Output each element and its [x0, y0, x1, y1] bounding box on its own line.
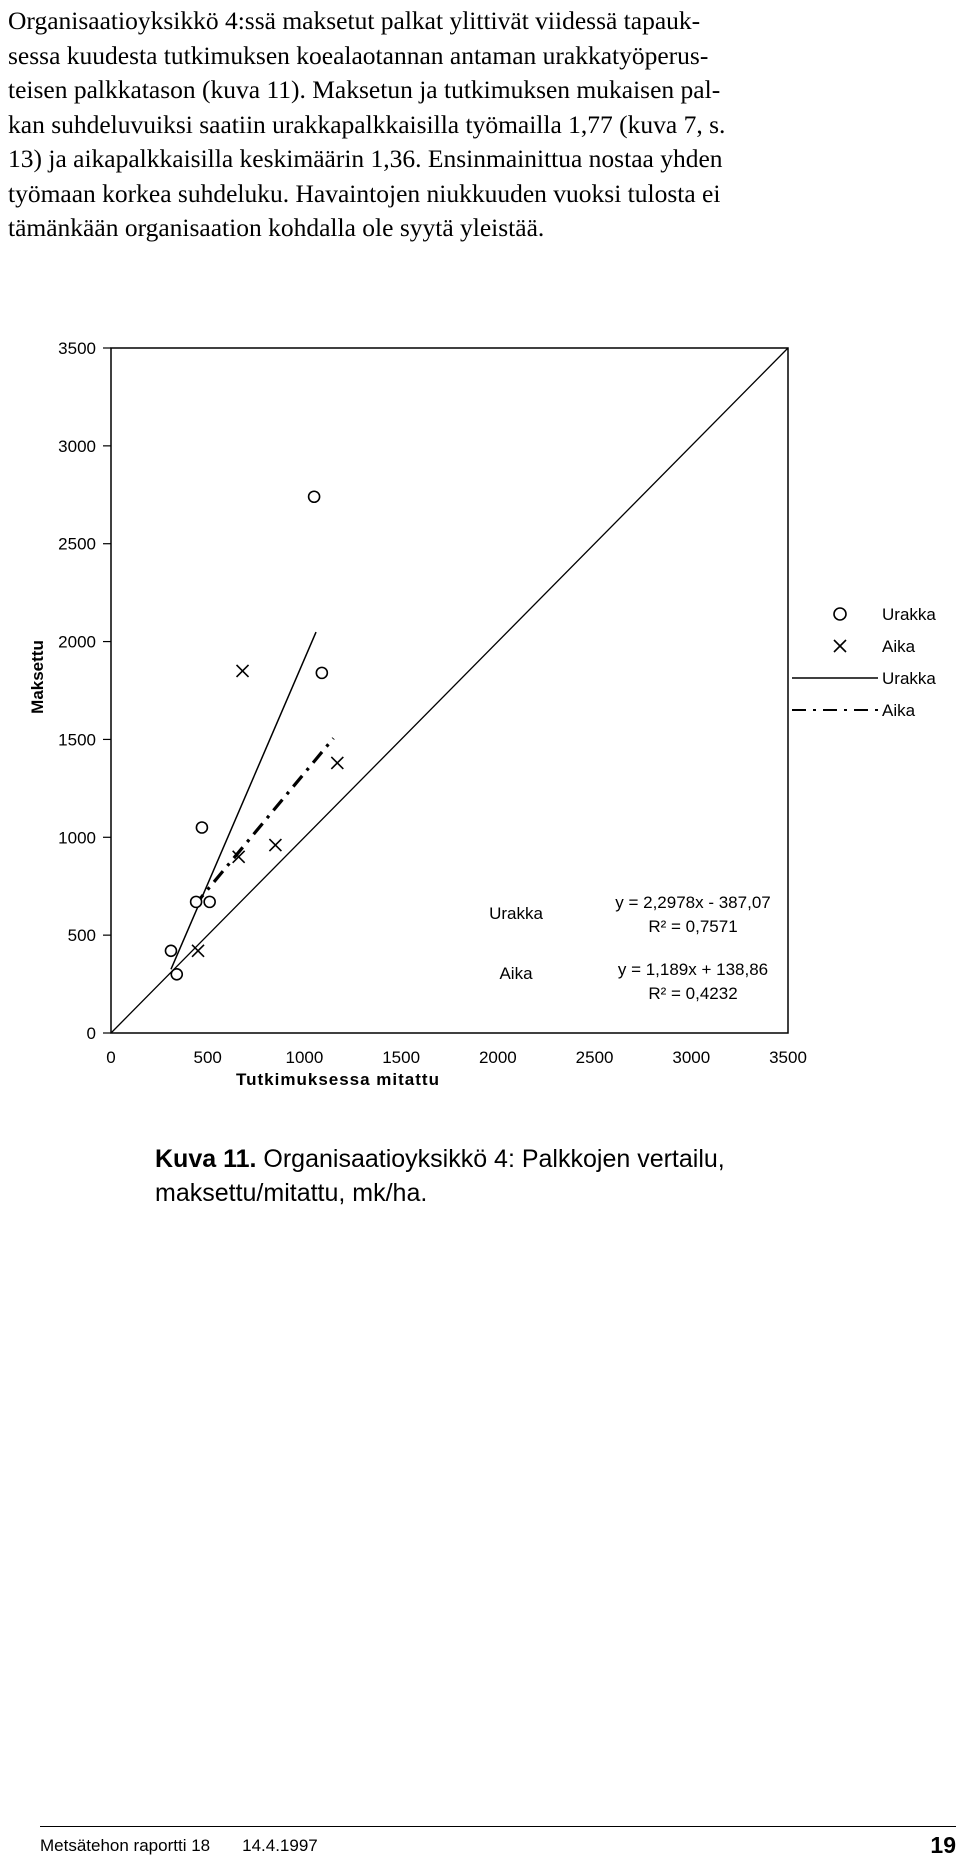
data-point-aika [269, 839, 281, 851]
x-tick-label: 3500 [769, 1048, 807, 1067]
x-axis-label: Tutkimuksessa mitattu [236, 1070, 440, 1089]
trendline-aika [194, 738, 333, 906]
y-axis-label: Maksettu [28, 640, 47, 714]
page-number: 19 [930, 1832, 956, 1858]
legend-label: Urakka [882, 669, 936, 688]
caption-line-1: Organisaatioyksikkö 4: Palkkojen vertailu, [263, 1145, 725, 1173]
y-tick-label: 1000 [58, 828, 96, 848]
data-point-urakka [204, 896, 215, 907]
trendline-equation: y = 1,189x + 138,86 [617, 960, 769, 979]
caption-label: Kuva 11. [155, 1145, 257, 1173]
y-tick-label: 1500 [58, 730, 96, 750]
x-tick-label: 2000 [478, 1048, 517, 1067]
trendlines [171, 632, 333, 969]
legend-label: Aika [882, 637, 916, 656]
legend [792, 605, 936, 720]
body-paragraph [8, 4, 956, 246]
trendline-r-squared: R² = 0,4232 [648, 984, 738, 1003]
data-point-urakka [165, 945, 176, 956]
y-tick-label: 500 [67, 926, 96, 946]
trendline-r-squared: R² = 0,7571 [648, 917, 738, 936]
x-tick-label: 0 [106, 1048, 116, 1067]
trendline-urakka [171, 632, 316, 969]
data-point-urakka [316, 667, 327, 678]
y-tick-label: 2000 [58, 632, 96, 652]
data-point-urakka [196, 822, 207, 833]
legend-circle-icon [834, 608, 846, 620]
data-point-urakka [171, 969, 182, 980]
y-tick-label: 0 [86, 1024, 96, 1043]
x-tick-label: 500 [193, 1048, 222, 1067]
regression-annotations [489, 893, 771, 1003]
footer-date: 14.4.1997 [242, 1836, 318, 1855]
x-tick-label: 1500 [382, 1048, 421, 1067]
x-tick-label: 2500 [575, 1048, 614, 1067]
paragraph-line: tämänkään organisaation kohdalla ole syytä yleistää. [8, 213, 545, 242]
legend-cross-icon [834, 640, 846, 652]
y-tick-label: 3000 [58, 436, 96, 456]
x-tick-label: 1000 [285, 1048, 324, 1067]
paragraph-line: kan suhdeluvuiksi saatiin urakkapalkkaisilla työmailla 1,77 (kuva 7, s. [8, 109, 726, 139]
y-tick-label: 3500 [58, 339, 96, 358]
paragraph-line: teisen palkkatason (kuva 11). Maksetun ja tutkimuksen mukaisen pal- [8, 75, 721, 104]
data-point-aika [237, 665, 249, 677]
data-point-aika [192, 945, 204, 957]
data-point-urakka [309, 491, 320, 502]
legend-label: Urakka [882, 605, 936, 624]
annotation-label: Aika [499, 964, 533, 983]
y-tick-label: 2500 [58, 534, 96, 554]
scatter-chart [0, 330, 960, 1120]
legend-label: Aika [882, 701, 916, 720]
data-point-aika [331, 757, 343, 769]
annotation-label: Urakka [489, 904, 543, 923]
trendline-equation: y = 2,2978x - 387,07 [615, 893, 771, 912]
figure-caption [155, 1142, 725, 1210]
footer-publication: Metsätehon raportti 18 [40, 1836, 211, 1855]
data-points [165, 491, 343, 980]
data-point-urakka [191, 896, 202, 907]
axis-ticks [58, 339, 807, 1067]
paragraph-line: työmaan korkea suhdeluku. Havaintojen niukkuuden vuoksi tulosta ei [8, 178, 721, 208]
paragraph-line: 13) ja aikapalkkaisilla keskimäärin 1,36. Ensinmainittua nostaa yhden [8, 144, 723, 173]
paragraph-line: sessa kuudesta tutkimuksen koealaotannan antaman urakkatyöperus- [8, 40, 709, 70]
footer-rule [40, 1826, 956, 1827]
x-tick-label: 3000 [672, 1048, 711, 1067]
paragraph-line: Organisaatioyksikkö 4:ssä maksetut palkat ylittivät viidessä tapauk- [8, 6, 701, 35]
caption-line-2: maksettu/mitattu, mk/ha. [155, 1179, 428, 1207]
